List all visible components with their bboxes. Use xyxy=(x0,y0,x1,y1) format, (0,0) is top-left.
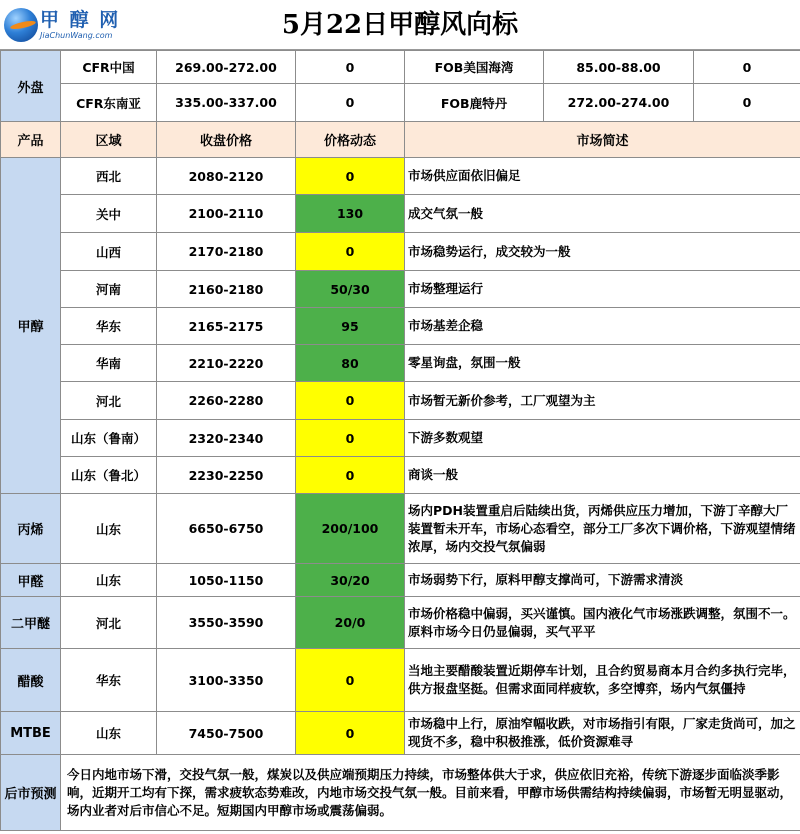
region-cell: 河北 xyxy=(61,597,157,649)
table-row xyxy=(1,233,800,271)
change-cell: 20/0 xyxy=(296,597,405,649)
external-region: CFR东南亚 xyxy=(61,84,157,122)
table-row xyxy=(1,195,800,233)
external-price: 269.00-272.00 xyxy=(157,51,296,84)
column-header-close: 收盘价格 xyxy=(157,122,296,158)
product-label: 丙烯 xyxy=(1,494,61,564)
change-cell: 50/30 xyxy=(296,271,405,308)
change-cell: 95 xyxy=(296,308,405,345)
table-row xyxy=(1,597,800,649)
price-cell: 2100-2110 xyxy=(157,195,296,233)
table-row xyxy=(1,345,800,382)
external-price: 335.00-337.00 xyxy=(157,84,296,122)
region-cell: 山东 xyxy=(61,712,157,755)
price-cell: 2165-2175 xyxy=(157,308,296,345)
region-cell: 华东 xyxy=(61,308,157,345)
external-row xyxy=(1,51,800,84)
forecast-row xyxy=(1,755,800,831)
change-cell: 0 xyxy=(296,158,405,195)
table-row xyxy=(1,420,800,457)
external-region: FOB鹿特丹 xyxy=(405,84,544,122)
product-label: 醋酸 xyxy=(1,649,61,712)
table-row xyxy=(1,308,800,345)
change-cell: 0 xyxy=(296,382,405,420)
price-cell: 2160-2180 xyxy=(157,271,296,308)
summary-cell: 市场稳中上行，原油窄幅收跌，对市场指引有限，厂家走货尚可，加之现货不多，稳中积极推涨，低价资源难寻 xyxy=(405,712,800,755)
change-cell: 30/20 xyxy=(296,564,405,597)
logo-domain: JiaChunWang.com xyxy=(40,31,113,40)
product-label: 二甲醚 xyxy=(1,597,61,649)
region-cell: 河南 xyxy=(61,271,157,308)
column-header-change: 价格动态 xyxy=(296,122,405,158)
external-region: FOB美国海湾 xyxy=(405,51,544,84)
summary-cell: 零星询盘，氛围一般 xyxy=(405,345,800,382)
price-cell: 2230-2250 xyxy=(157,457,296,494)
summary-cell: 市场整理运行 xyxy=(405,271,800,308)
price-cell: 2170-2180 xyxy=(157,233,296,271)
change-cell: 0 xyxy=(296,420,405,457)
price-cell: 3550-3590 xyxy=(157,597,296,649)
region-cell: 西北 xyxy=(61,158,157,195)
table-row xyxy=(1,564,800,597)
summary-cell: 市场暂无新价参考，工厂观望为主 xyxy=(405,382,800,420)
forecast-text: 今日内地市场下滑，交投气氛一般，煤炭以及供应端预期压力持续，市场整体供大于求，供应依旧充裕，传统下游逐步面临淡季影响，近期开工均有下探，需求疲软态势难改，内地市场交投气氛一般。目前来看，甲醇市场供需结构持续偏弱，市场暂无明显驱动，场内业者对后市信心不足。短期国内甲醇市场或震荡偏弱。 xyxy=(61,755,800,831)
summary-cell: 市场供应面依旧偏足 xyxy=(405,158,800,195)
external-change: 0 xyxy=(694,51,800,84)
external-change: 0 xyxy=(296,84,405,122)
change-cell: 80 xyxy=(296,345,405,382)
region-cell: 华南 xyxy=(61,345,157,382)
table-row xyxy=(1,457,800,494)
price-cell: 2320-2340 xyxy=(157,420,296,457)
product-label-methanol: 甲醇 xyxy=(1,158,61,494)
region-cell: 山东 xyxy=(61,564,157,597)
table-row xyxy=(1,712,800,755)
site-logo[interactable] xyxy=(4,4,122,46)
table-row xyxy=(1,158,800,195)
page-title: 5月22日甲醇风向标 xyxy=(281,10,519,40)
forecast-label: 后市预测 xyxy=(1,755,61,831)
column-header-row xyxy=(1,122,800,158)
price-table xyxy=(0,50,800,831)
price-cell: 6650-6750 xyxy=(157,494,296,564)
table-row xyxy=(1,649,800,712)
price-cell: 7450-7500 xyxy=(157,712,296,755)
region-cell: 山西 xyxy=(61,233,157,271)
region-cell: 华东 xyxy=(61,649,157,712)
change-cell: 0 xyxy=(296,712,405,755)
summary-cell: 下游多数观望 xyxy=(405,420,800,457)
external-label: 外盘 xyxy=(1,51,61,122)
external-price: 272.00-274.00 xyxy=(544,84,694,122)
summary-cell: 市场稳势运行，成交较为一般 xyxy=(405,233,800,271)
column-header-region: 区域 xyxy=(61,122,157,158)
summary-cell: 商谈一般 xyxy=(405,457,800,494)
summary-cell: 市场基差企稳 xyxy=(405,308,800,345)
summary-cell: 场内PDH装置重启后陆续出货，丙烯供应压力增加，下游丁辛醇大厂装置暂未开车，市场心态看空，部分工厂多次下调价格，下游观望情绪浓厚，场内交投气氛偏弱 xyxy=(405,494,800,564)
change-cell: 130 xyxy=(296,195,405,233)
region-cell: 河北 xyxy=(61,382,157,420)
external-region: CFR中国 xyxy=(61,51,157,84)
change-cell: 0 xyxy=(296,649,405,712)
price-cell: 2080-2120 xyxy=(157,158,296,195)
column-header-summary: 市场简述 xyxy=(405,122,800,158)
price-cell: 3100-3350 xyxy=(157,649,296,712)
region-cell: 关中 xyxy=(61,195,157,233)
table-row xyxy=(1,382,800,420)
summary-cell: 当地主要醋酸装置近期停车计划，且合约贸易商本月合约多执行完毕，供方报盘坚挺。但需求面同样疲软，多空博弈，场内气氛僵持 xyxy=(405,649,800,712)
change-cell: 0 xyxy=(296,233,405,271)
external-change: 0 xyxy=(296,51,405,84)
region-cell: 山东 xyxy=(61,494,157,564)
summary-cell: 市场价格稳中偏弱，买兴谨慎。国内液化气市场涨跌调整，氛围不一。原料市场今日仍显偏弱，买气平平 xyxy=(405,597,800,649)
column-header-product: 产品 xyxy=(1,122,61,158)
price-cell: 1050-1150 xyxy=(157,564,296,597)
price-cell: 2260-2280 xyxy=(157,382,296,420)
table-row xyxy=(1,494,800,564)
report-header xyxy=(0,0,800,50)
product-label: 甲醛 xyxy=(1,564,61,597)
change-cell: 200/100 xyxy=(296,494,405,564)
price-cell: 2210-2220 xyxy=(157,345,296,382)
region-cell: 山东（鲁北） xyxy=(61,457,157,494)
logo-chinese-name: 甲 醇 网 xyxy=(40,9,121,31)
table-row xyxy=(1,271,800,308)
external-row xyxy=(1,84,800,122)
globe-logo-icon xyxy=(4,8,38,42)
summary-cell: 成交气氛一般 xyxy=(405,195,800,233)
product-label: MTBE xyxy=(1,712,61,755)
change-cell: 0 xyxy=(296,457,405,494)
external-change: 0 xyxy=(694,84,800,122)
region-cell: 山东（鲁南） xyxy=(61,420,157,457)
external-price: 85.00-88.00 xyxy=(544,51,694,84)
summary-cell: 市场弱势下行，原料甲醇支撑尚可，下游需求清淡 xyxy=(405,564,800,597)
